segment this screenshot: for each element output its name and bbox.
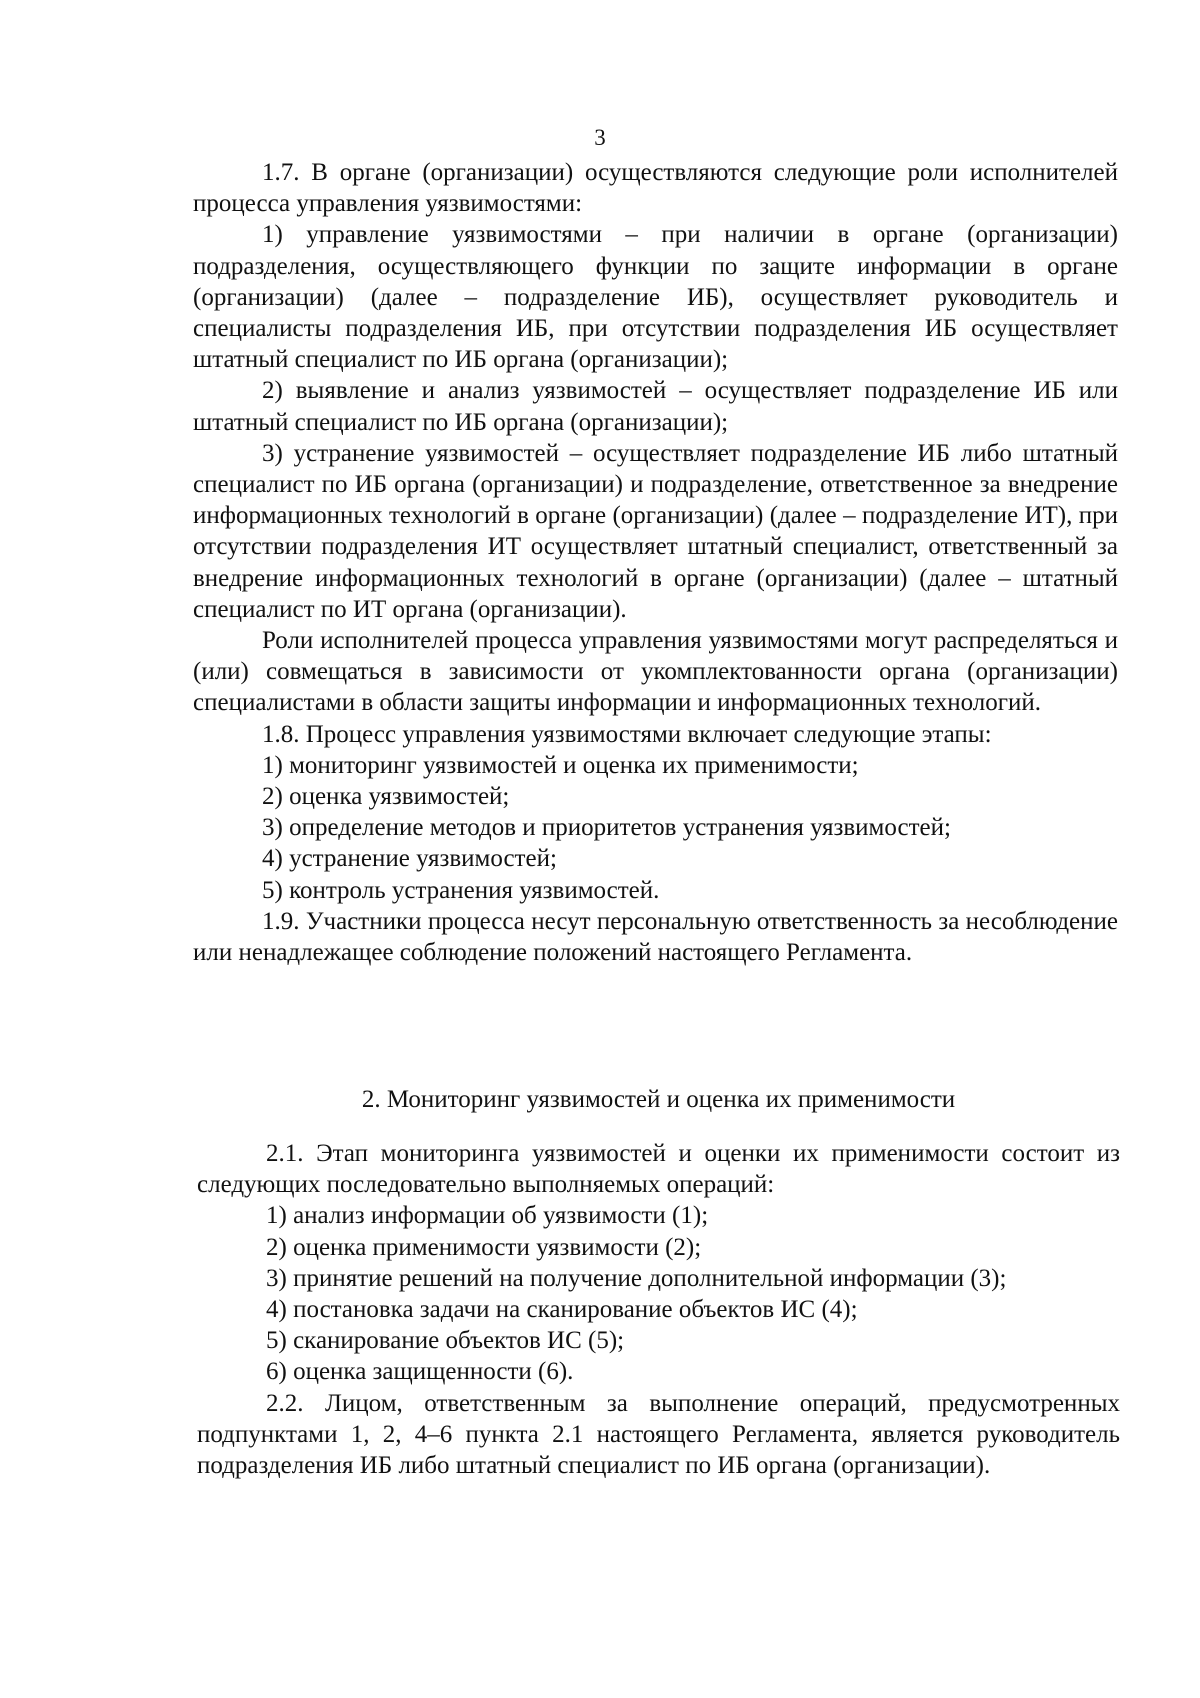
section-1-body: [193, 157, 1118, 968]
list-item-roles-3: 3) устранение уязвимостей – осуществляет подразделение ИБ либо штатный специалист по ИБ органа (организации) и подразделение, ответственное за внедрение информационных технологий в органе (организации) (далее – подразделение ИТ), при отсутствии подразделения ИТ осуществляет штатный специалист, ответственный за внедрение информационных технологий в органе (организации) (далее – штатный специалист по ИТ органа (организации).: [193, 439, 1118, 623]
paragraph-roles-note: Роли исполнителей процесса управления уязвимостями могут распределяться и (или) совмещаться в зависимости от укомплектованности органа (организации) специалистами в области защиты информации и информационных технологий.: [193, 627, 1118, 717]
list-item-roles-1: 1) управление уязвимостями – при наличии в органе (организации) подразделения, осуществляющего функции по защите информации в органе (организации) (далее – подразделение ИБ), осуществляет руководитель и специалисты подразделения ИБ, при отсутствии подразделения ИБ осуществляет штатный специалист по ИБ органа (организации);: [193, 221, 1118, 374]
section-2-heading: 2. Мониторинг уязвимостей и оценка их применимости: [361, 1086, 956, 1113]
list-item-operation-5: 5) сканирование объектов ИС (5);: [266, 1327, 625, 1355]
list-item-stage-4: 4) устранение уязвимостей;: [262, 845, 557, 873]
list-item-roles-2: 2) выявление и анализ уязвимостей – осуществляет подразделение ИБ или штатный специалист по ИБ органа (организации);: [193, 377, 1118, 436]
list-item-stage-1: 1) мониторинг уязвимостей и оценка их применимости;: [262, 751, 859, 779]
list-item-operation-6: 6) оценка защищенности (6).: [266, 1358, 574, 1386]
paragraph-1-7: 1.7. В органе (организации) осуществляются следующие роли исполнителей процесса управления уязвимостями:: [193, 159, 1118, 218]
list-item-operation-4: 4) постановка задачи на сканирование объектов ИС (4);: [266, 1296, 858, 1324]
list-item-stage-3: 3) определение методов и приоритетов устранения уязвимостей;: [262, 814, 951, 842]
section-2-body: [197, 1138, 1120, 1481]
paragraph-2-1: 2.1. Этап мониторинга уязвимостей и оценки их применимости состоит из следующих последовательно выполняемых операций:: [197, 1140, 1120, 1199]
paragraph-1-9: 1.9. Участники процесса несут персональную ответственность за несоблюдение или ненадлежащее соблюдение положений настоящего Регламента.: [193, 907, 1118, 967]
page-number: 3: [594, 125, 606, 150]
paragraph-1-8: 1.8. Процесс управления уязвимостями включает следующие этапы:: [262, 720, 992, 748]
list-item-operation-2: 2) оценка применимости уязвимости (2);: [266, 1233, 702, 1261]
paragraph-2-2: 2.2. Лицом, ответственным за выполнение операций, предусмотренных подпунктами 1, 2, 4–6 пункта 2.1 настоящего Регламента, является руководитель подразделения ИБ либо штатный специалист по ИБ органа (организации).: [197, 1389, 1120, 1480]
list-item-operation-3: 3) принятие решений на получение дополнительной информации (3);: [266, 1264, 1007, 1292]
list-item-operation-1: 1) анализ информации об уязвимости (1);: [266, 1202, 709, 1230]
list-item-stage-2: 2) оценка уязвимостей;: [262, 783, 510, 811]
list-item-stage-5: 5) контроль устранения уязвимостей.: [262, 876, 660, 904]
